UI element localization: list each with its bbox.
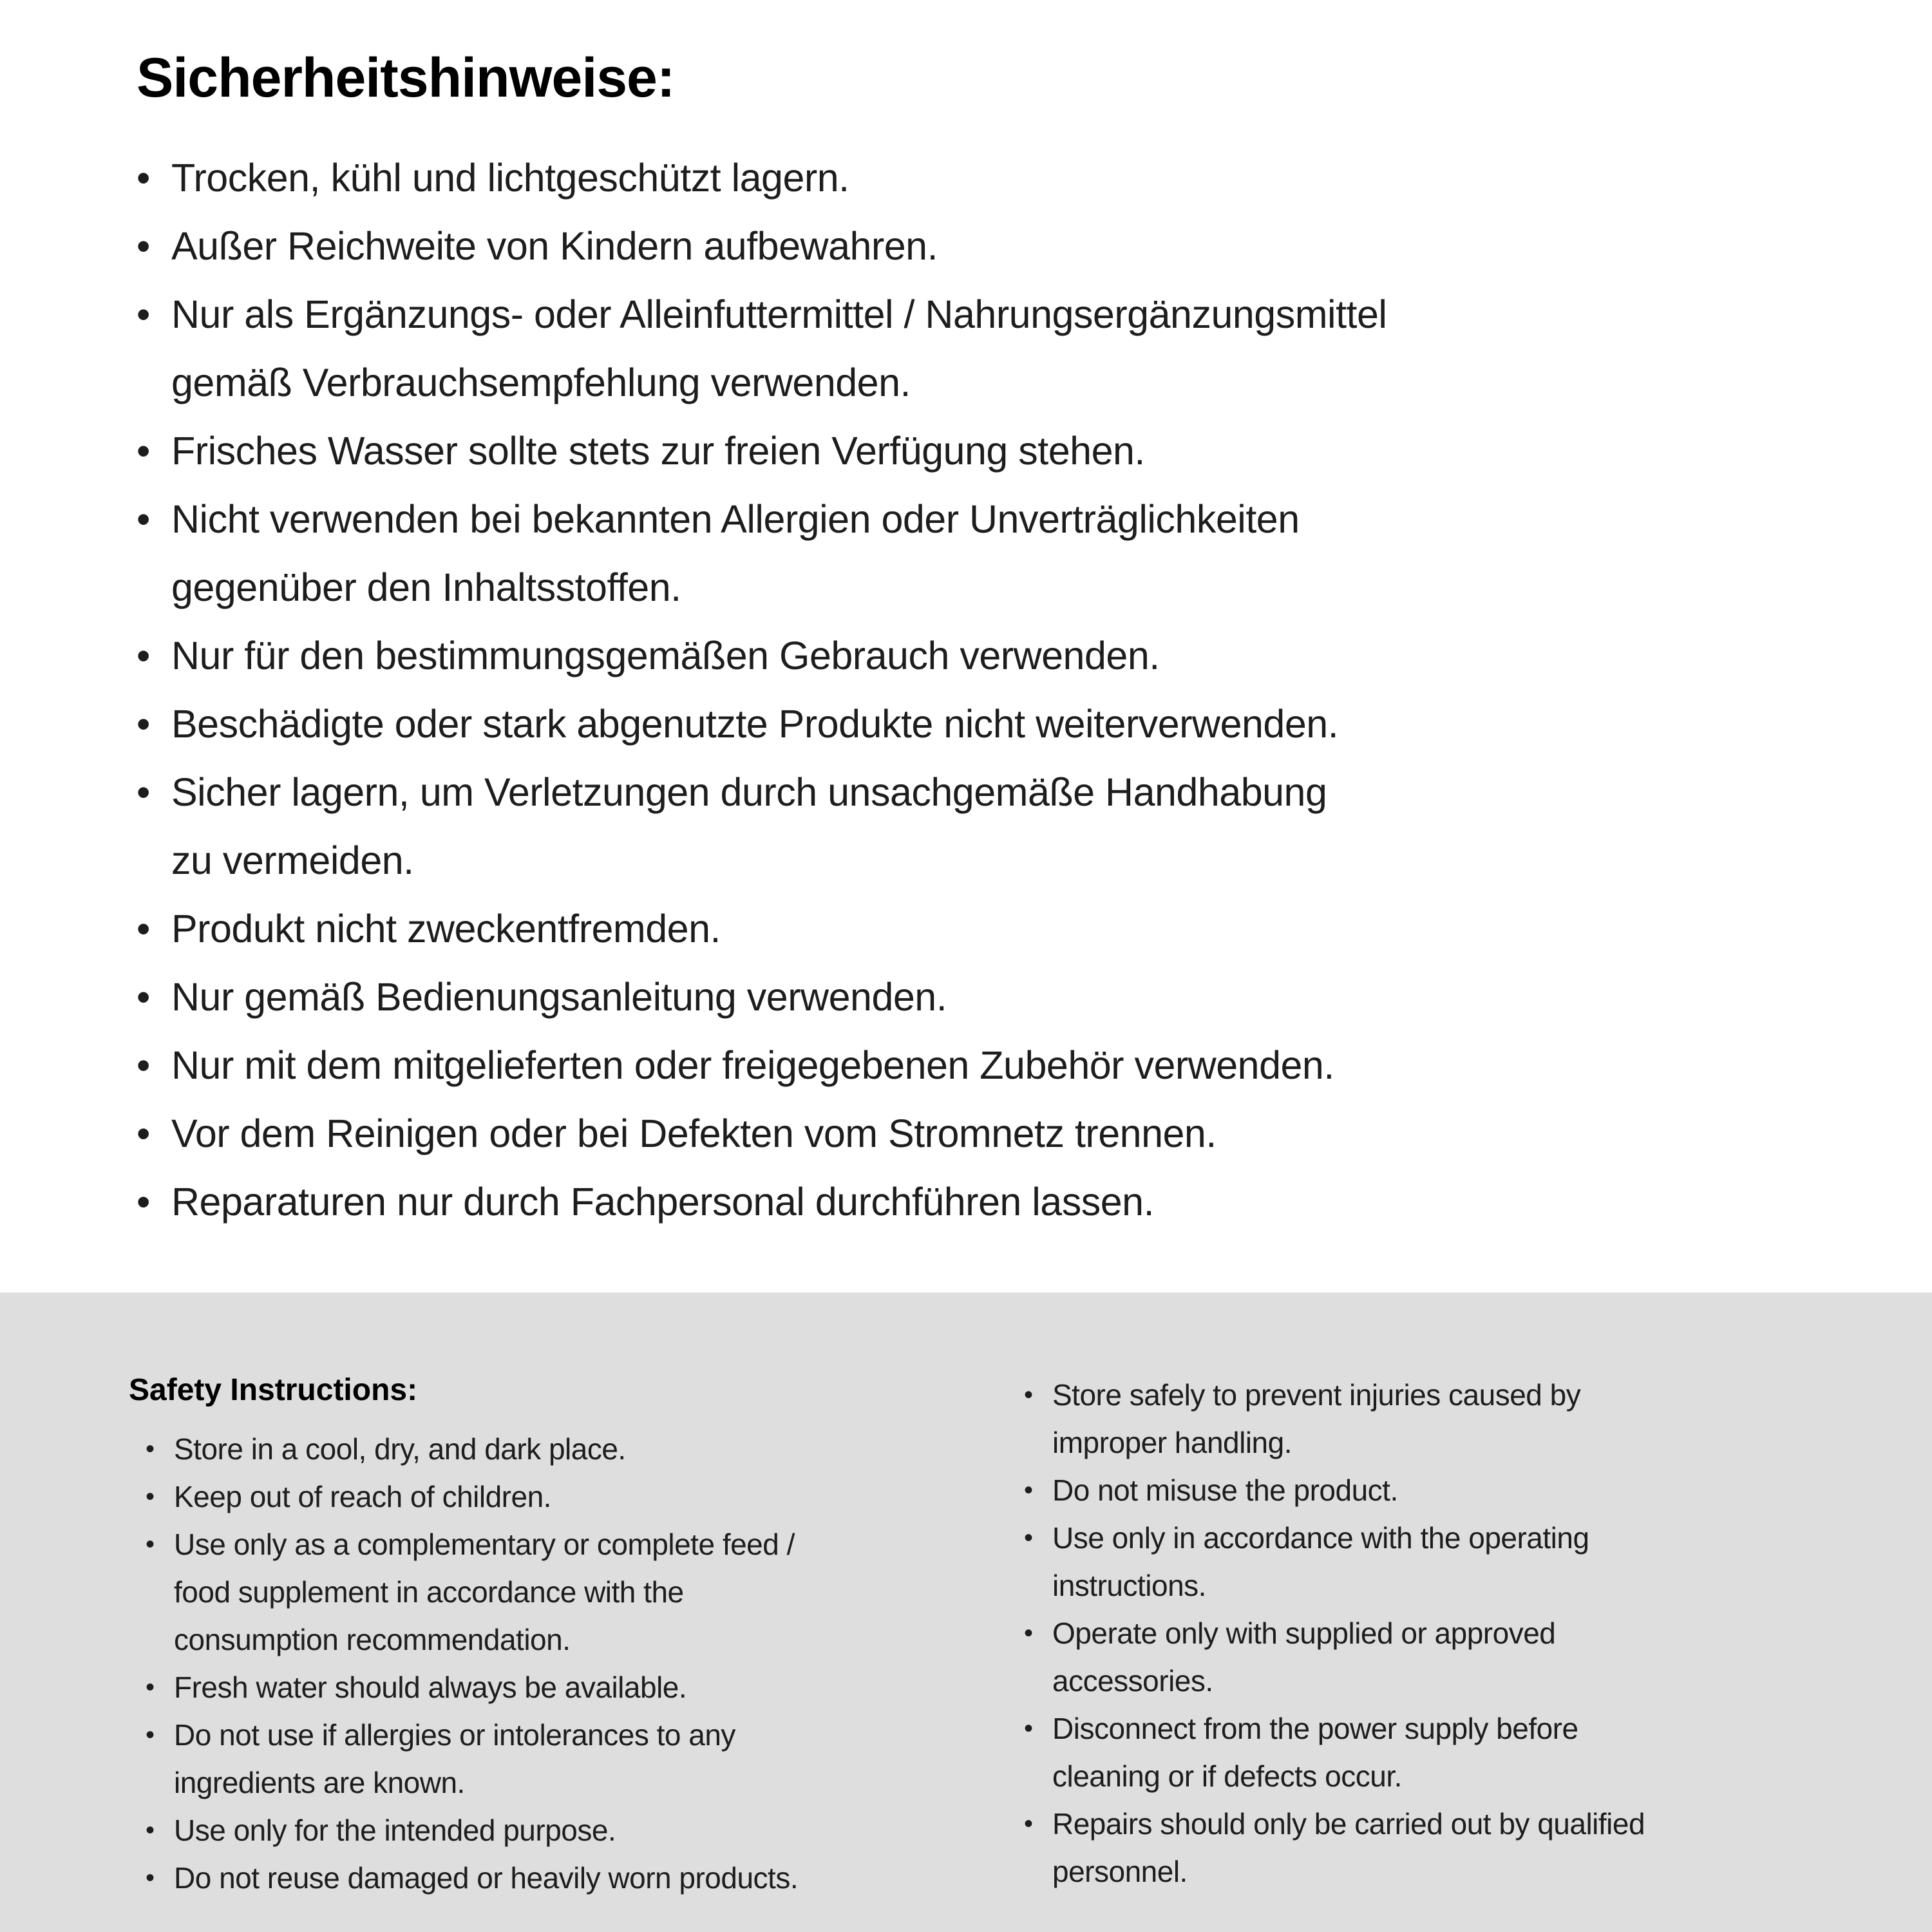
- text-line: Operate only with supplied or approved: [1052, 1616, 1556, 1650]
- bullet-glyph: •: [137, 1180, 150, 1224]
- text-line: gemäß Verbrauchsempfehlung verwenden.: [171, 361, 911, 404]
- text-line: improper handling.: [1052, 1426, 1293, 1459]
- bullet-glyph: •: [146, 1816, 155, 1844]
- bullet-item: [146, 1711, 1024, 1806]
- bullet-text: [171, 485, 1300, 621]
- bullet-text: [174, 1520, 795, 1663]
- bullet-glyph: •: [137, 1043, 150, 1087]
- text-line: accessories.: [1052, 1664, 1213, 1698]
- bullet-item: [137, 758, 1868, 895]
- bullet-text: [1052, 1371, 1580, 1466]
- bullet-text: [1052, 1609, 1555, 1705]
- text-line: zu vermeiden.: [171, 838, 414, 882]
- bullet-text: [171, 758, 1327, 895]
- bullet-glyph: •: [137, 292, 150, 336]
- bullet-item: [146, 1520, 1024, 1663]
- bullet-item: [1024, 1371, 1874, 1466]
- text-line: Produkt nicht zweckentfremden.: [171, 907, 721, 951]
- bullet-text: [174, 1473, 551, 1520]
- bullet-item: [146, 1854, 1024, 1902]
- text-line: Disconnect from the power supply before: [1052, 1712, 1578, 1745]
- english-safety-section: [0, 1293, 1932, 1932]
- bullet-text: [171, 1031, 1334, 1099]
- bullet-item: [137, 417, 1868, 485]
- bullet-item: [1024, 1800, 1874, 1895]
- english-right-column: [1024, 1371, 1874, 1932]
- bullet-item: [137, 212, 1868, 280]
- bullet-text: [171, 417, 1145, 485]
- bullet-item: [137, 280, 1868, 417]
- bullet-item: [1024, 1609, 1874, 1705]
- bullet-text: [1052, 1800, 1645, 1895]
- bullet-glyph: •: [1024, 1714, 1033, 1743]
- text-line: personnel.: [1052, 1855, 1188, 1888]
- text-line: Außer Reichweite von Kindern aufbewahren.: [171, 224, 938, 268]
- text-line: ingredients are known.: [174, 1766, 465, 1799]
- bullet-item: [137, 144, 1868, 212]
- text-line: Repairs should only be carried out by qualified: [1052, 1807, 1645, 1841]
- text-line: Reparaturen nur durch Fachpersonal durchführen lassen.: [171, 1180, 1155, 1224]
- bullet-glyph: •: [146, 1864, 155, 1892]
- bullet-text: [174, 1711, 735, 1806]
- bullet-text: [171, 1168, 1154, 1236]
- bullet-item: [1024, 1514, 1874, 1609]
- bullet-text: [171, 212, 938, 280]
- bullet-glyph: •: [137, 156, 150, 200]
- text-line: instructions.: [1052, 1569, 1206, 1602]
- text-line: Do not use if allergies or intolerances to any: [174, 1718, 735, 1752]
- bullet-glyph: •: [1024, 1476, 1033, 1504]
- text-line: Vor dem Reinigen oder bei Defekten vom Stromnetz trennen.: [171, 1112, 1217, 1155]
- bullet-glyph: •: [146, 1435, 155, 1463]
- bullet-item: [1024, 1705, 1874, 1800]
- bullet-item: [146, 1806, 1024, 1854]
- bullet-glyph: •: [137, 224, 150, 268]
- text-line: Sicher lagern, um Verletzungen durch unsachgemäße Handhabung: [171, 770, 1327, 814]
- bullet-text: [171, 280, 1387, 417]
- text-line: Frisches Wasser sollte stets zur freien Verfügung stehen.: [171, 429, 1145, 473]
- bullet-glyph: •: [137, 702, 150, 746]
- text-line: Keep out of reach of children.: [174, 1480, 551, 1513]
- bullet-glyph: •: [146, 1482, 155, 1511]
- bullet-glyph: •: [146, 1530, 155, 1558]
- bullet-item: [137, 1168, 1868, 1236]
- bullet-text: [174, 1425, 626, 1473]
- german-section-title: Sicherheitshinweise:: [137, 47, 675, 109]
- text-line: Nur für den bestimmungsgemäßen Gebrauch verwenden.: [171, 634, 1160, 677]
- bullet-text: [171, 621, 1160, 690]
- text-line: Do not reuse damaged or heavily worn products.: [174, 1861, 799, 1895]
- text-line: Nur mit dem mitgelieferten oder freigegebenen Zubehör verwenden.: [171, 1043, 1334, 1087]
- text-line: Use only for the intended purpose.: [174, 1814, 616, 1847]
- bullet-glyph: •: [137, 1112, 150, 1155]
- bullet-text: [171, 895, 721, 963]
- bullet-glyph: •: [137, 497, 150, 541]
- text-line: Store safely to prevent injuries caused by: [1052, 1378, 1581, 1412]
- bullet-item: [137, 690, 1868, 758]
- bullet-item: [1024, 1466, 1874, 1514]
- text-line: Beschädigte oder stark abgenutzte Produkte nicht weiterverwenden.: [171, 702, 1339, 746]
- bullet-text: [174, 1663, 687, 1711]
- text-line: food supplement in accordance with the: [174, 1575, 684, 1609]
- english-left-column: [129, 1371, 1024, 1932]
- bullet-glyph: •: [137, 634, 150, 677]
- bullet-item: [146, 1663, 1024, 1711]
- bullet-text: [171, 144, 849, 212]
- text-line: Nur als Ergänzungs- oder Alleinfuttermittel / Nahrungsergänzungsmittel: [171, 292, 1387, 336]
- bullet-glyph: •: [137, 975, 150, 1019]
- bullet-text: [1052, 1466, 1398, 1514]
- bullet-text: [171, 690, 1338, 758]
- bullet-item: [137, 1099, 1868, 1168]
- text-line: Store in a cool, dry, and dark place.: [174, 1432, 626, 1466]
- bullet-item: [137, 1031, 1868, 1099]
- text-line: Nicht verwenden bei bekannten Allergien oder Unverträglichkeiten: [171, 497, 1300, 541]
- text-line: cleaning or if defects occur.: [1052, 1759, 1402, 1793]
- bullet-text: [1052, 1705, 1578, 1800]
- bullet-item: [137, 485, 1868, 621]
- bullet-glyph: •: [137, 907, 150, 951]
- bullet-glyph: •: [1024, 1619, 1033, 1647]
- text-line: Nur gemäß Bedienungsanleitung verwenden.: [171, 975, 947, 1019]
- bullet-item: [146, 1425, 1024, 1473]
- text-line: Use only as a complementary or complete feed /: [174, 1528, 795, 1561]
- bullet-item: [137, 895, 1868, 963]
- bullet-text: [171, 963, 947, 1031]
- text-line: Fresh water should always be available.: [174, 1671, 687, 1704]
- text-line: gegenüber den Inhaltsstoffen.: [171, 565, 681, 609]
- bullet-glyph: •: [137, 770, 150, 814]
- text-line: Trocken, kühl und lichtgeschützt lagern.: [171, 156, 849, 200]
- english-left-bullet-list: [129, 1425, 1024, 1902]
- bullet-glyph: •: [1024, 1524, 1033, 1552]
- bullet-glyph: •: [1024, 1381, 1033, 1409]
- bullet-text: [1052, 1514, 1589, 1609]
- bullet-item: [137, 963, 1868, 1031]
- bullet-text: [174, 1854, 798, 1902]
- bullet-glyph: •: [146, 1673, 155, 1701]
- text-line: Use only in accordance with the operating: [1052, 1521, 1589, 1555]
- bullet-glyph: •: [1024, 1810, 1033, 1838]
- text-line: Do not misuse the product.: [1052, 1473, 1398, 1507]
- bullet-item: [146, 1473, 1024, 1520]
- german-bullet-list: [137, 144, 1868, 1236]
- text-line: consumption recommendation.: [174, 1623, 571, 1656]
- english-right-bullet-list: [1024, 1371, 1874, 1895]
- bullet-text: [171, 1099, 1217, 1168]
- bullet-item: [137, 621, 1868, 690]
- bullet-text: [174, 1806, 616, 1854]
- bullet-glyph: •: [146, 1721, 155, 1749]
- english-section-title: Safety Instructions:: [129, 1373, 418, 1407]
- bullet-glyph: •: [137, 429, 150, 473]
